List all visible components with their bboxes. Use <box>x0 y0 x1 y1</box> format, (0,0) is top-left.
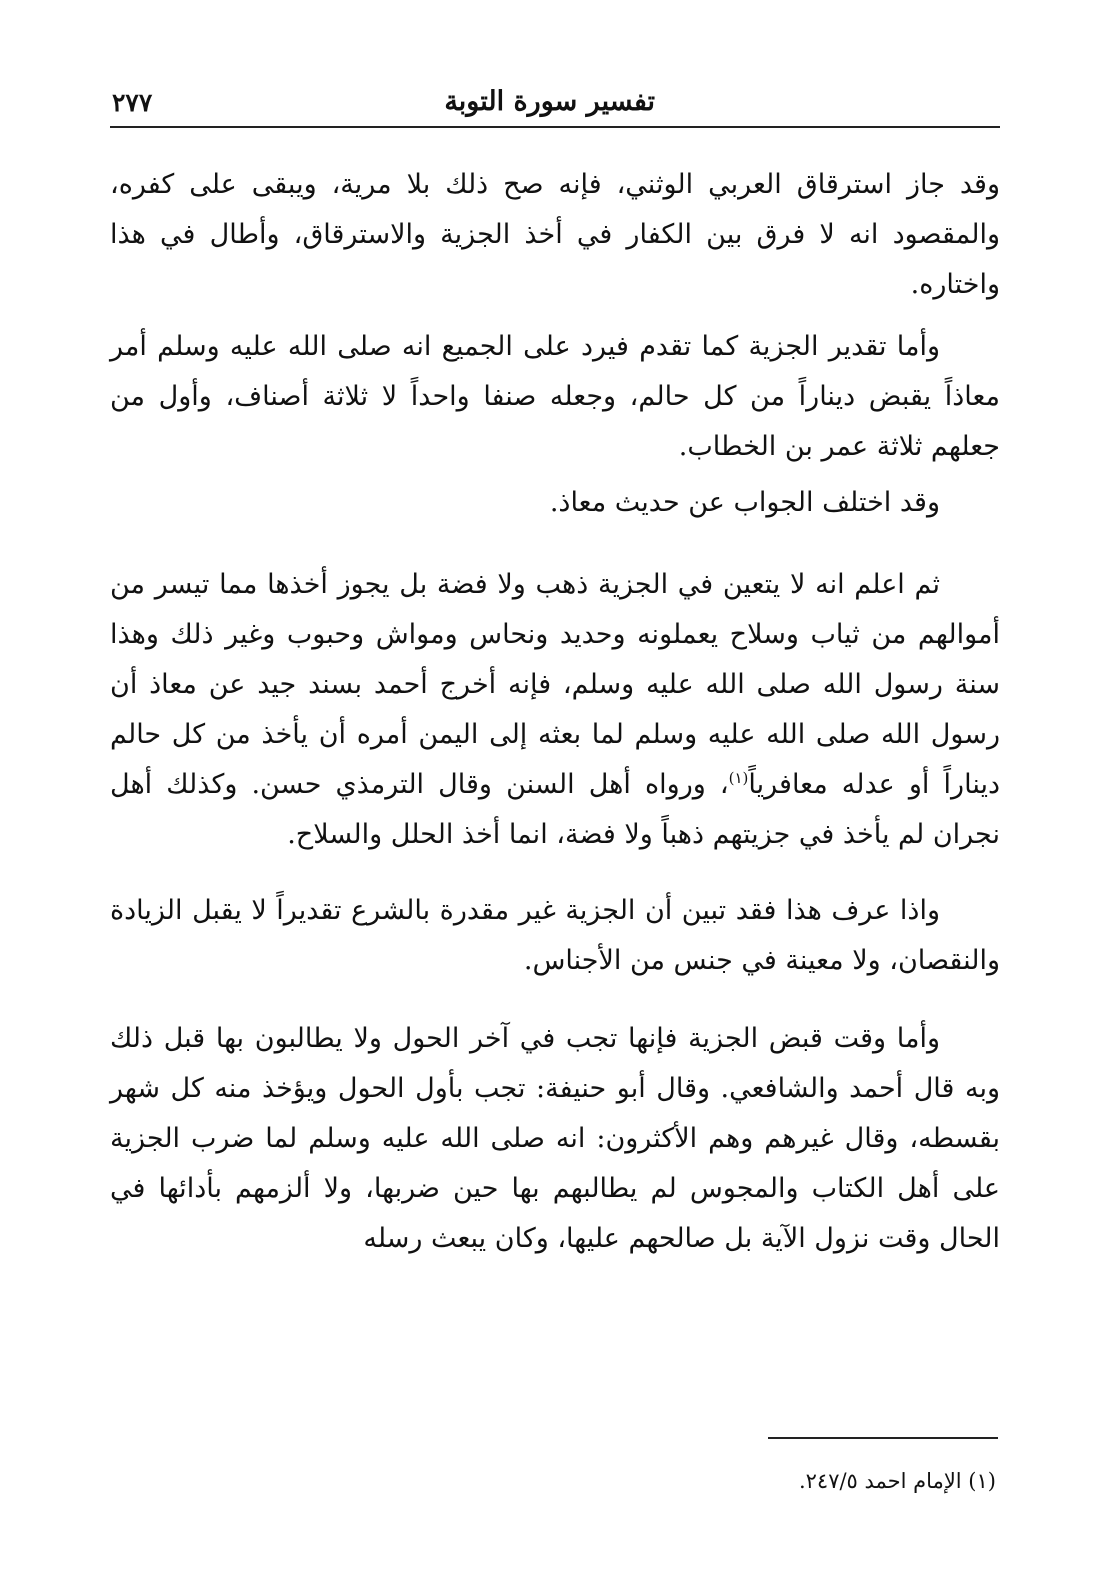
paragraph-2: وأما تقدير الجزية كما تقدم فيرد على الجميع انه صلى الله عليه وسلم أمر معاذاً يقبض ديناراً من كل حالم، وجعله صنفا واحداً لا ثلاثة أصناف، وأول من جعلهم ثلاثة عمر بن الخطاب. <box>110 331 1000 462</box>
paragraph-1: وقد جاز استرقاق العربي الوثني، فإنه صح ذلك بلا مرية، ويبقى على كفره، والمقصود انه لا فرق بين الكفار في أخذ الجزية والاسترقاق، وأطال في هذا واختاره. <box>110 169 1000 300</box>
footnote-reference-mark[interactable]: (١) <box>728 769 749 787</box>
header-rule <box>110 126 1000 128</box>
running-title: تفسير سورة التوبة <box>444 86 655 117</box>
paragraph-6: وأما وقت قبض الجزية فإنها تجب في آخر الحول ولا يطالبون بها قبل ذلك وبه قال أحمد والشافعي. وقال أبو حنيفة: تجب بأول الحول ويؤخذ منه كل شهر بقسطه، وقال غيرهم وهم الأكثرون: انه صلى الله عليه وسلم لما ضرب الجزية على أهل الكتاب والمجوس لم يطالبهم بها حين ضربها، ولا ألزمهم بأدائها في الحال وقت نزول الآية بل صالحهم عليها، وكان يبعث رسله <box>110 1023 1000 1254</box>
page-number: ٢٧٧ <box>112 88 153 117</box>
paragraph-3: وقد اختلف الجواب عن حديث معاذ. <box>549 487 940 518</box>
paragraph-4-text-before-mark: ثم اعلم انه لا يتعين في الجزية ذهب ولا فضة بل يجوز أخذها مما تيسر من أموالهم من ثياب وسلاح يعملونه وحديد ونحاس ومواش وحبوب وغير ذلك وهذا سنة رسول الله صلى الله عليه وسلم، فإنه أخرج أحمد بسند جيد عن معاذ أن رسول الله صلى الله عليه وسلم لما بعثه إلى اليمن أمره أن يأخذ من كل حالم ديناراً أو عدله معافرياً <box>110 569 1001 800</box>
paragraph-4-text-after-mark: ، ورواه أهل السنن وقال الترمذي حسن. وكذلك أهل نجران لم يأخذ في جزيتهم ذهباً ولا فضة، انما أخذ الحلل والسلاح. <box>110 769 1000 850</box>
paragraph-5: واذا عرف هذا فقد تبين أن الجزية غير مقدرة بالشرع تقديراً لا يقبل الزيادة والنقصان، ولا معينة في جنس من الأجناس. <box>110 895 1000 976</box>
page-header <box>110 82 1000 126</box>
paragraph-4 <box>110 560 1000 860</box>
footnote: (١) الإمام احمد ٢٤٧/٥. <box>798 1469 996 1493</box>
footnote-rule <box>768 1437 998 1439</box>
body-text <box>110 160 1000 1264</box>
